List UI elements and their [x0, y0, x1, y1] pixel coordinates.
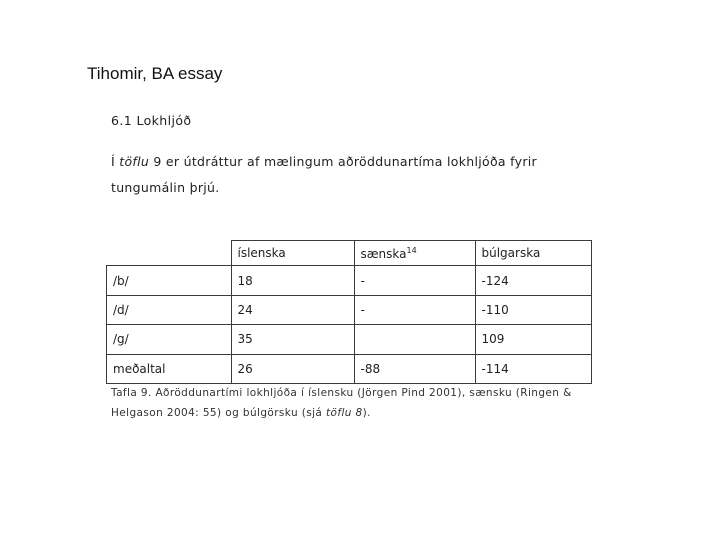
table-cell: /b/ — [107, 266, 232, 295]
table-cell: - — [354, 295, 475, 324]
table-header-cell: íslenska — [231, 241, 354, 266]
table-header-cell: búlgarska — [475, 241, 592, 266]
table-header-cell — [354, 241, 475, 266]
table-cell: /d/ — [107, 295, 232, 324]
table-cell: 35 — [231, 325, 354, 354]
table-caption — [111, 383, 596, 423]
slide-header: Tihomir, BA essay — [87, 64, 223, 83]
table-cell: - — [354, 266, 475, 295]
paragraph-prefix: Í — [111, 154, 120, 169]
table-cell: -110 — [475, 295, 592, 324]
table-cell: 26 — [231, 354, 354, 383]
table-cell: 18 — [231, 266, 354, 295]
paragraph-table-reference: töflu — [119, 154, 150, 169]
section-heading: 6.1 Lokhljóð — [111, 113, 192, 128]
table-row — [107, 325, 592, 354]
footnote-mark: 14 — [406, 245, 417, 255]
table-cell: 24 — [231, 295, 354, 324]
caption-text: Tafla 9. Aðröddunartími lokhljóða í íslensku (Jörgen Pind 2001), sænsku (Ringen & Helgason 2004: 55) og búlgörsku (sjá — [111, 387, 572, 419]
table-cell: -114 — [475, 354, 592, 383]
voicing-table — [106, 240, 592, 384]
table-cell: meðaltal — [107, 354, 232, 383]
table-row — [107, 295, 592, 324]
table-row — [107, 266, 592, 295]
table-header-row — [107, 241, 592, 266]
table-row — [107, 354, 592, 383]
caption-table-reference: töflu 8 — [326, 407, 363, 419]
table-cell: -88 — [354, 354, 475, 383]
body-paragraph — [111, 149, 601, 201]
table-cell — [354, 325, 475, 354]
caption-end: ). — [362, 407, 371, 419]
table-cell: /g/ — [107, 325, 232, 354]
header-label: sænska — [360, 246, 407, 261]
table-cell: -124 — [475, 266, 592, 295]
table-header-cell — [107, 241, 232, 266]
table-cell: 109 — [475, 325, 592, 354]
paragraph-text: 9 er útdráttur af mælingum aðröddunartíma lokhljóða fyrir tungumálin þrjú. — [111, 154, 537, 195]
